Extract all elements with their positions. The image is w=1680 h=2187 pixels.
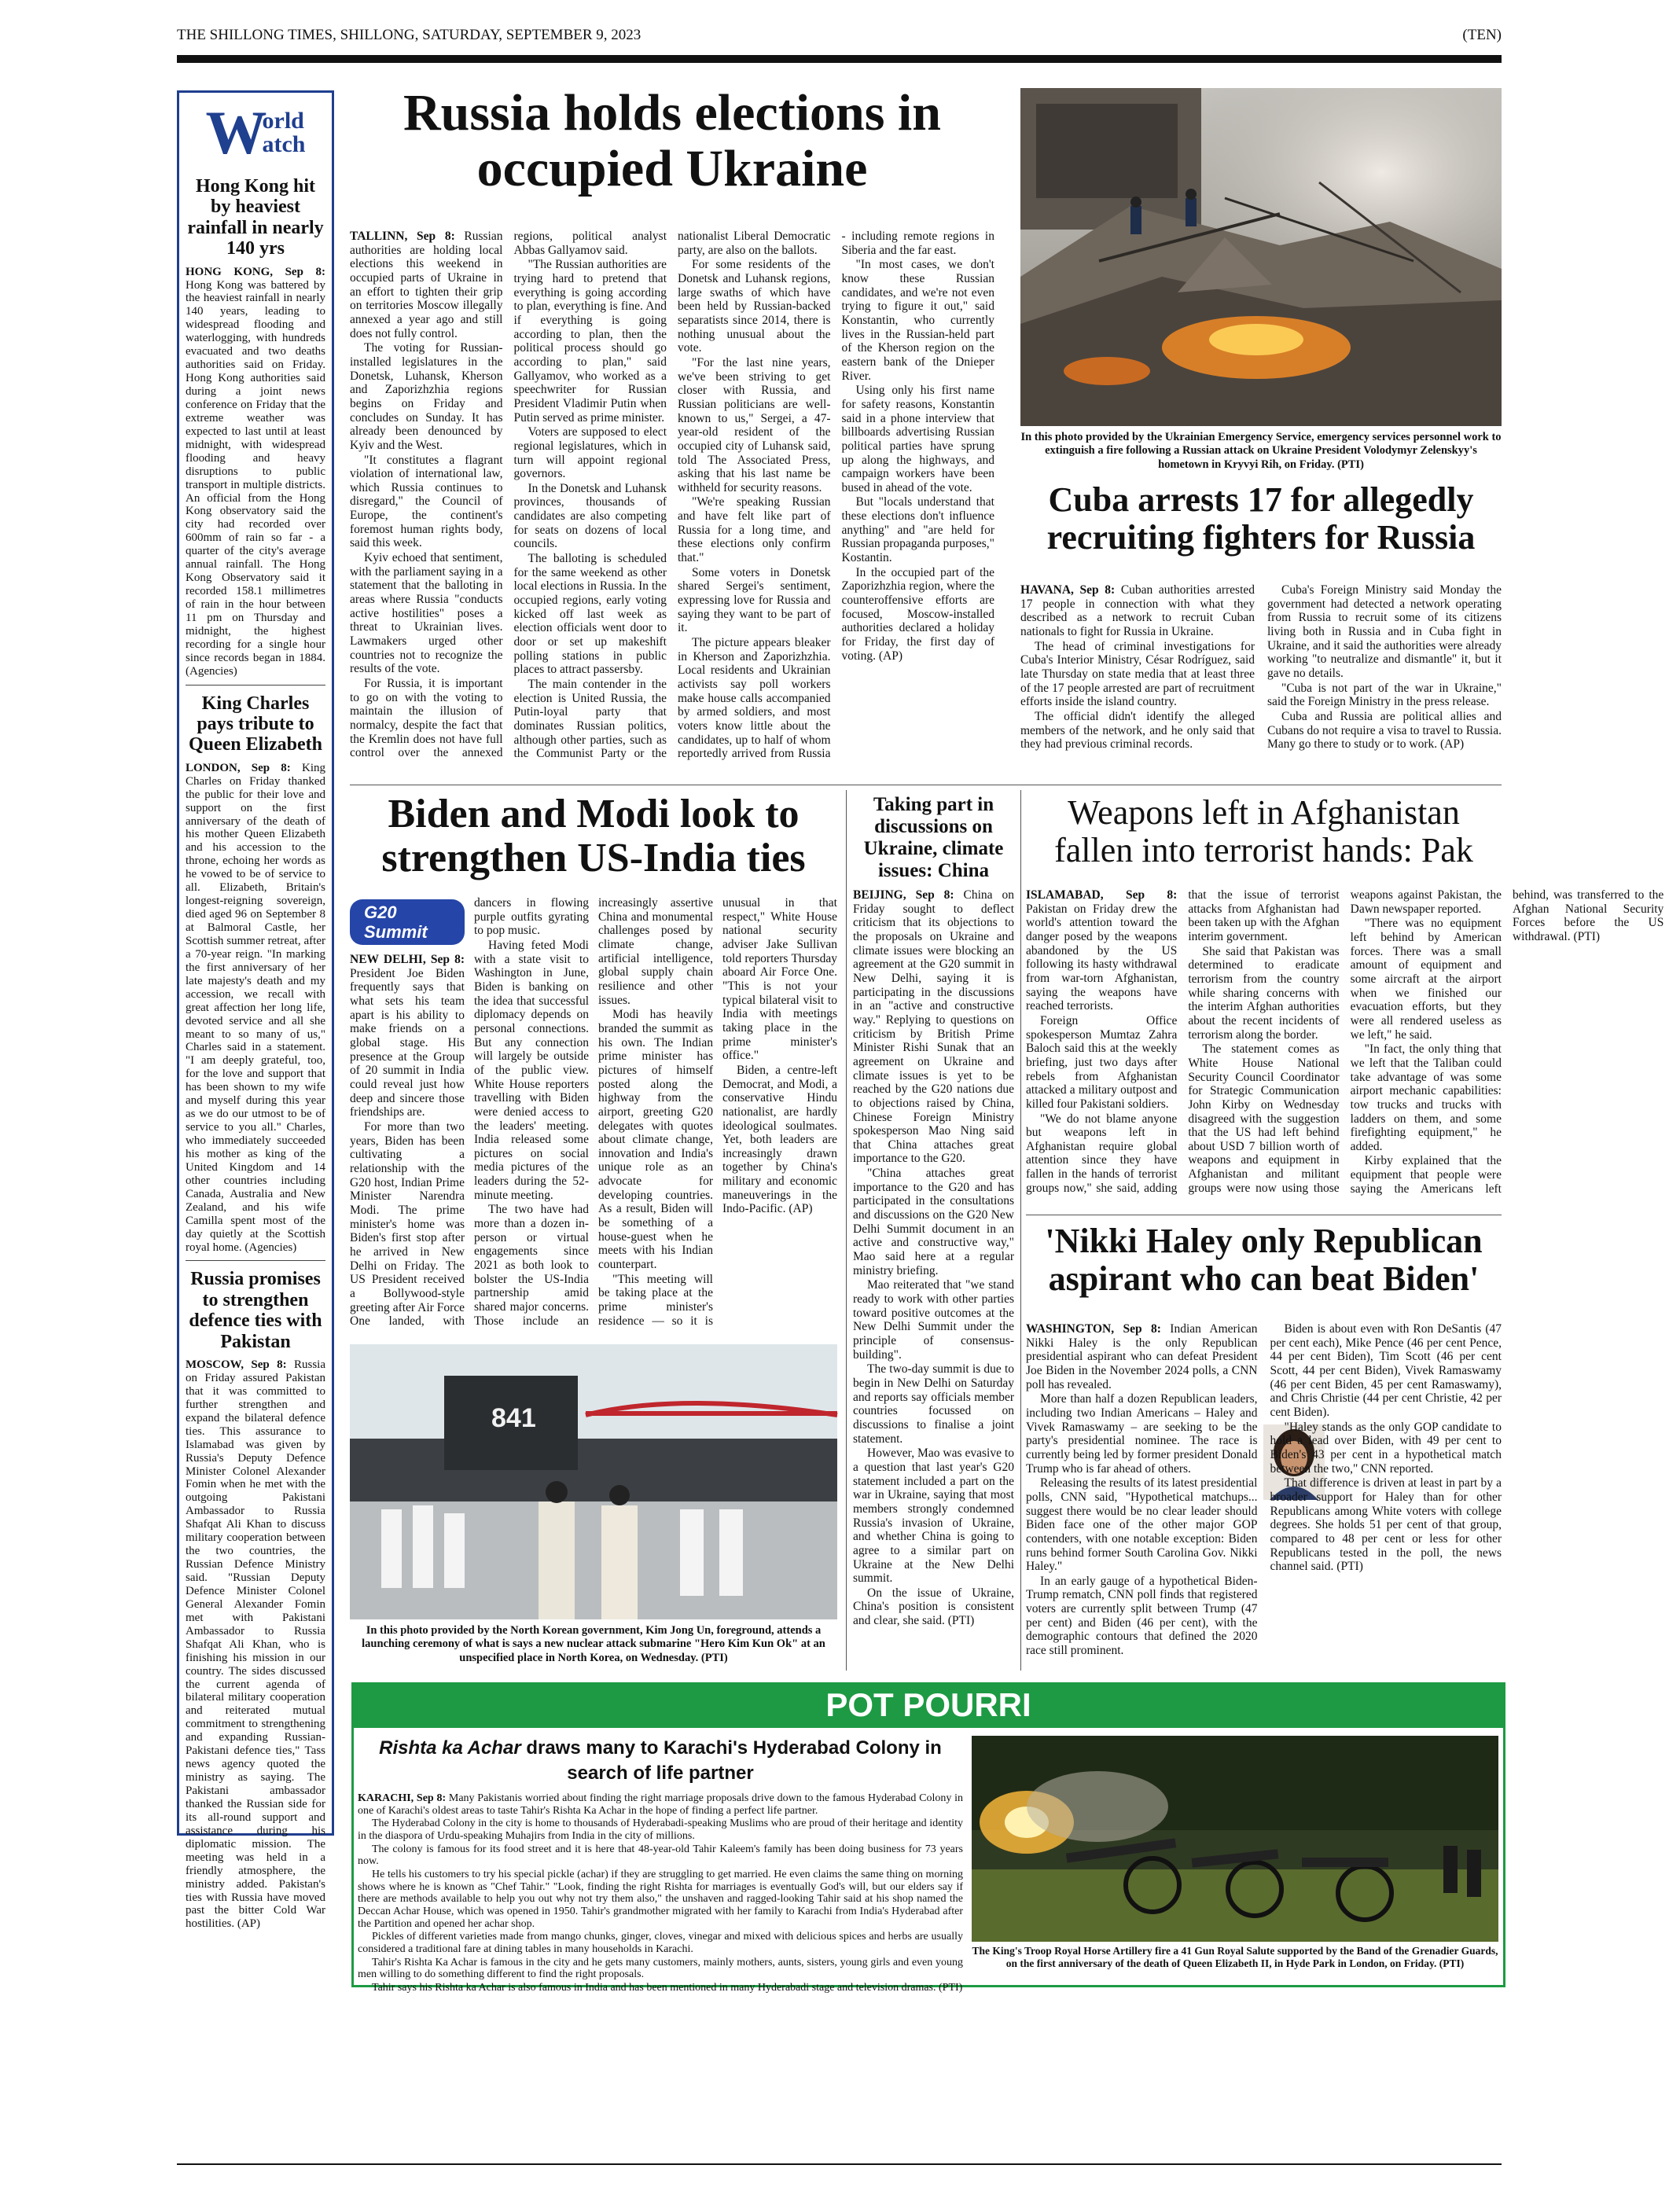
north-korea-photo xyxy=(350,1344,837,1619)
cuba-para: "Cuba is not part of the war in Ukraine," said the Foreign Ministry in the press release. xyxy=(1267,681,1502,709)
russia-para: "In most cases, we don't know these Russian candidates, and we're not even trying to figure it out," said Konstantin, who currently lives in the Russian-held part of the Kherson region on the eastern bank of the Dnieper River. xyxy=(841,258,994,383)
cuba-headline: Cuba arrests 17 for allegedly recruiting fighters for Russia xyxy=(1046,480,1476,557)
russia-para: The picture appears bleaker in Kherson and Zaporizhzhia. Local residents and Ukrainian activists say poll workers make house calls accompanied by armed soldiers, and most voters know little about the candidates, up to half of whom reportedly arrived from Russia - including remote regions in Siberia and the far east. xyxy=(678,230,994,761)
russia-para: The voting for Russian-installed legislatures in the Donetsk, Luhansk, Kherson and Zaporizhzhia regions begins on Friday and concludes on Sunday. It has already been denounced by Kyiv and the West. xyxy=(350,341,503,452)
artillery-salute-image xyxy=(972,1736,1498,1942)
haley-dateline: WASHINGTON, Sep 8: xyxy=(1026,1322,1161,1336)
g20-summit-badge: G20 Summit xyxy=(350,899,465,945)
russia-para: Voters are supposed to elect regional legislatures, which in turn will appoint regional governors. xyxy=(513,425,667,481)
russia-article xyxy=(350,230,994,778)
russia-para: Russian authorities are holding local elections this weekend in occupied parts of Ukraine in an effort to tighten their grip on territories Moscow illegally annexed a year ago and still does not fully control. xyxy=(350,230,503,340)
haley-article xyxy=(1026,1322,1502,1671)
afghanistan-para: Kirby explained that the equipment that people were saying the Americans left behind, was transferred to the Afghan National Security Forces before the US withdrawal. (PTI) xyxy=(1350,888,1664,1196)
ww-story-1-dateline: HONG KONG, Sep 8: xyxy=(186,265,325,278)
cuba-para: The head of criminal investigations for Cuba's Interior Ministry, César Rodríguez, said late Thursday on state media that at least three of the 17 people arrested are part of recruitment efforts inside the island country. xyxy=(1020,639,1255,709)
biden-modi-headline: Biden and Modi look to strengthen US-India ties xyxy=(381,792,806,881)
masthead-dateline: THE SHILLONG TIMES, SHILLONG, SATURDAY, SEPTEMBER 9, 2023 xyxy=(177,27,641,43)
ww-separator xyxy=(186,685,325,686)
russia-para: In the Donetsk and Luhansk provinces, thousands of candidates are also competing for seats on dozens of local councils. xyxy=(513,481,667,551)
afghanistan-para: The statement comes as White House National Security Council Coordinator for Strategic Communication John Kirby on Wednesday disagreed with the suggestion that the US had left behind about USD 7 billion worth of weapons and equipment in Afghanistan and militant groups were now using those weapons against Pakistan, the Dawn newspaper reported. xyxy=(1188,888,1502,1195)
haley-headline: 'Nikki Haley only Republican aspirant who can beat Biden' xyxy=(1045,1222,1483,1298)
ww-story-3-body xyxy=(186,1358,325,1931)
royal-salute-photo xyxy=(972,1736,1498,1942)
world-watch-sidebar xyxy=(177,90,334,1931)
russia-para: "It constitutes a flagrant violation of international law, which Russia continues to disregard," the Council of Europe, the continent's foremost human rights body, said this week. xyxy=(350,453,503,550)
cuba-para: Cuba's Foreign Ministry said Monday the government had detected a network operating from Russia to recruit some of its citizens living both in Russia and in Cuba fight in Ukraine, and it said the authorities were already working "to neutralize and dismantle" it, but it gave no details. xyxy=(1267,583,1502,680)
russia-para: Using only his first name for safety reasons, Konstantin said in a phone interview that billboards advertising Russian political parties have sprung up along the highways, and campaign workers have been bused in ahead of the vote. xyxy=(841,384,994,494)
afghanistan-para: She said that Pakistan was determined to eradicate terrorism from the country while sharing concerns with the interim Afghan authorities about the recent incidents of terrorism along the border. xyxy=(1188,944,1340,1042)
china-para: On the issue of Ukraine, China's position is consistent and clear, she said. (PTI) xyxy=(853,1586,1014,1628)
pot-pourri-para: The Hyderabad Colony in the city is home to thousands of Hyderabadi-speaking Muslims who are proud of their heritage and identity in the diaspora of Urdu-speaking Muhajirs from India in the city of millions. xyxy=(358,1818,963,1843)
russia-para: But "locals understand that these elections don't influence anything" and "are held for Russian propaganda purposes," Kostantin. xyxy=(841,495,994,565)
cuba-para: Cuba and Russia are political allies and Cubans do not require a visa to travel to Russia. Many go there to study or to work. (AP) xyxy=(1267,709,1502,752)
haley-para: Biden is about even with Ron DeSantis (47 per cent each), Mike Pence (46 per cent Pence, 44 per cent Biden), Tim Scott (46 per cent Scott, 44 per cent Biden), Vivek Ramaswamy (46 per cent Biden, 45 per cent Ramaswamy), and Chris Christie (44 per cent Christie, 42 per cent Biden). xyxy=(1270,1322,1502,1419)
kryvyi-rih-caption: In this photo provided by the Ukrainian Emergency Service, emergency services personnel work to extinguish a fire following a Russian attack on Ukraine President Volodymyr Zelenskyy's hometown in Kryvyi Rih, on Friday. (PTI) xyxy=(1020,431,1502,471)
masthead xyxy=(177,24,1502,47)
submarine-ceremony-image xyxy=(350,1344,837,1619)
royal-salute-caption: The King's Troop Royal Horse Artillery fire a 41 Gun Royal Salute supported by the Band of the Grenadier Guards, on the first anniversary of the death of Queen Elizabeth II, in Hyde Park in London, on Friday. (PTI) xyxy=(972,1945,1498,1970)
china-para: However, Mao was evasive to a question that last year's G20 statement included a part on the war in Ukraine, saying that most members strongly condemned Russia's invasion of Ukraine, and whether China is going to agree to a similar part on Ukraine at the New Delhi summit. xyxy=(853,1446,1014,1586)
biden-modi-article xyxy=(350,896,837,1335)
china-para: The two-day summit is due to begin in New Delhi on Saturday and reports say officials member countries focussed on discussions to finalise a joint statement. xyxy=(853,1362,1014,1446)
cuba-para: The official didn't identify the alleged members of the network, and he only said that they had previous criminal records. xyxy=(1020,709,1255,752)
cuba-para: Cuban authorities arrested 17 people in connection with what they described as a network to recruit Cuban nationals to fight for Russia in Ukraine. xyxy=(1020,583,1255,638)
afghanistan-headline: Weapons left in Afghanistan fallen into terrorist hands: Pak xyxy=(1054,793,1473,869)
ww-story-1-body xyxy=(186,266,325,678)
column-rule xyxy=(846,790,847,1671)
pot-pourri-para: Many Pakistanis worried about finding the right marriage proposals drive down to the famous Hyderabad Colony in one of Karachi's oldest areas to taste Tahir's Rishta Ka Achar in the hope of finding a perfect life partner. xyxy=(358,1792,964,1817)
china-dateline: BEIJING, Sep 8: xyxy=(853,888,954,902)
china-article xyxy=(853,888,1014,1671)
page-number: (TEN) xyxy=(1462,27,1502,43)
ww-story-2-body xyxy=(186,762,325,1255)
north-korea-caption: In this photo provided by the North Korean government, Kim Jong Un, foreground, attends a launching ceremony of what is says a new nuclear attack submarine "Hero Kim Kun Ok" at an unspecified place in North Korea, on Wednesday. (PTI) xyxy=(362,1624,825,1664)
russia-para: For some residents of the Donetsk and Luhansk regions, large swaths of which have been held by Russian-backed separatists since 2014, there is nothing unusual about the vote. xyxy=(678,258,831,355)
biden-modi-dateline: NEW DELHI, Sep 8: xyxy=(350,953,465,967)
afghanistan-para: "In fact, the only thing that we left that the Taliban could take advantage of was some airport mechanic capabilities: tow trucks and trucks with ladders on them, and some firefighting equipment," he added. xyxy=(1350,1042,1502,1153)
cuba-article xyxy=(1020,583,1502,778)
russia-para: Kyiv echoed that sentiment, with the parliament saying in a statement that the balloting in areas where Russia "conducts active hostilities" poses a threat to Ukrainian lives. Lawmakers urged other countries not to recognize the results of the vote. xyxy=(350,551,503,676)
russia-para: The balloting is scheduled for the same weekend as other local elections in Russia. In the occupied regions, early voting kicked off last week as election officials went door to door or set up makeshift polling stations in public places to attract passersby. xyxy=(513,552,667,677)
haley-para: More than half a dozen Republican leaders, including two Indian Americans – Haley and Vivek Ramaswamy – are seeking to be the party's presidential nominee. The race is currently being led by former president Donald Trump who is far ahead of others. xyxy=(1026,1392,1258,1476)
submarine-hull-number: 841 xyxy=(491,1403,536,1433)
pot-pourri-headline-rest: draws many to Karachi's Hyderabad Colony in search of life partner xyxy=(520,1737,942,1785)
biden-modi-para: President Joe Biden frequently says that what sets his team apart is his ability to make friends on a global stage. His presence at the Group of 20 summit in India could reveal just how deep and sincere those friendships are. xyxy=(350,966,465,1119)
biden-modi-para: For more than two years, Biden has been cultivating a relationship with the G20 host, Indian Prime Minister Narendra Modi. The prime minister's home was Biden's first stop after he arrived in New Delhi on Friday. The US President received a Bollywood-style greeting after Air Force One landed, with dancers in flowing purple outfits gyrating to pop music. xyxy=(350,896,589,1329)
rubble-fire-image xyxy=(1020,88,1502,426)
russia-para: For Russia, it is important to go on with the voting to maintain the illusion of normalcy, despite the fact that the Kremlin does not have full control over the annexed regions, political analyst Abbas Gallyamov said. xyxy=(350,230,667,760)
logo-orld: orld xyxy=(262,108,304,134)
haley-para: "Haley stands as the only GOP candidate to hold a lead over Biden, with 49 per cent to Biden's 43 per cent in a hypothetical match between the two," CNN reported. xyxy=(1270,1420,1502,1476)
russia-headline: Russia holds elections in occupied Ukraine xyxy=(403,84,941,198)
russia-para: "We're speaking Russian and have felt like part of Russia for a long time, and these elections only confirm that." xyxy=(678,495,831,565)
russia-para: Some voters in Donetsk shared Sergei's sentiment, expressing love for Russia and saying they want to be part of it. xyxy=(678,565,831,635)
ww-story-3-headline: Russia promises to strengthen defence ties with Pakistan xyxy=(189,1269,322,1352)
masthead-rule xyxy=(177,55,1502,63)
pot-pourri-para: The colony is famous for its food street and it is here that 48-year-old Tahir Kaleem's family has been doing business for 73 years now. xyxy=(358,1843,963,1868)
pot-pourri-para: He tells his customers to try his special pickle (achar) if they are struggling to get married. He even claims the same thing on morning shows where he is known as "Chef Tahir." "Look, finding the right Rishta for marriages is eventually God's will, but our elders say if there are methods available to help you out why not try them also," the unshaven and ragged-looking Tahir said at his shop named the Deccan Achar House, which was opened in 1950. Tahir's grandmother migrated with her family to Karachi from India's Hyderabad after the Partition and opened her achar shop. xyxy=(358,1869,963,1930)
afghanistan-para: Pakistan on Friday drew the world's attention toward the danger posed by the weapons abandoned by the US following its hasty withdrawal from war-torn Afghanistan, saying the weapons have reached terrorists. xyxy=(1026,902,1178,1013)
biden-modi-para: Having feted Modi with a state visit to Washington in June, Biden is banking on the idea that successful diplomacy depends on personal connections. But any connection will largely be outside of the public view. White House reporters travelling with Biden were denied access to the leaders' meeting. India released some pictures on social media pictures of the leaders during the 52-minute meeting. xyxy=(474,938,589,1202)
haley-para: Indian American Nikki Haley is the only Republican presidential aspirant who can defeat President Joe Biden in the November 2024 polls, a CNN poll has revealed. xyxy=(1026,1322,1258,1391)
russia-dateline: TALLINN, Sep 8: xyxy=(350,230,455,243)
cuba-dateline: HAVANA, Sep 8: xyxy=(1020,583,1116,597)
pot-pourri-para: Tahir says his Rishta ka Achar is also famous in India and has been mentioned in many Hyderabadi stage and television dramas. (PTI) xyxy=(372,1982,963,1994)
pot-pourri-banner: POT POURRI xyxy=(351,1682,1505,1728)
afghanistan-article xyxy=(1026,888,1664,1207)
world-watch-logo xyxy=(186,97,325,168)
ww-separator xyxy=(186,1260,325,1261)
afghanistan-para: "We do not blame anyone but weapons left in Afghanistan require global attention since they have fallen in the hands of terrorist groups now," she said, adding that the issue of terrorist attacks from Afghanistan had been taken up with the Afghan interim government. xyxy=(1026,888,1340,1195)
haley-para: Releasing the results of its latest presidential polls, CNN said, "Hypothetical matchups... suggest there would be no clear leader should Biden face one of the other major GOP contenders, with one notable exception: Biden runs behind former South Carolina Gov. Nikki Haley." xyxy=(1026,1476,1258,1574)
ww-story-2-para: King Charles on Friday thanked the public for their love and support on the first anniversary of the death of his mother Queen Elizabeth and his accession to the throne, echoing her words as he vowed to be of service to all. Elizabeth, Britain's longest-reigning sovereign, died aged 96 on September 8 at Balmoral Castle, her Scottish summer retreat, after a 70-year reign. "In marking the first anniversary of her late majesty's death and my accession, we recall with great affection her long life, devoted service and all she meant to so many of us," Charles said in a statement. "I am deeply grateful, too, for the love and support that has been shown to my wife and myself during this year as we do our utmost to be of service to you all." Charles, who immediately succeeded his mother as king of the United Kingdom and 14 other countries including Canada, Australia and New Zealand, and his wife Camilla spent most of the day quietly at the Scottish royal home. (Agencies) xyxy=(186,761,325,1254)
ww-story-2-dateline: LONDON, Sep 8: xyxy=(186,761,291,774)
russia-para: The main contender in the election is United Russia, the Putin-loyal party that dominates Russian politics, although other parties, such as the Communist Party or the nationalist Liberal Democratic party, are also on the ballots. xyxy=(513,230,831,761)
russia-para: In the occupied part of the Zaporizhzhia region, where the counteroffensive efforts are focused, Moscow-installed authorities declared a holiday for Friday, the first day of voting. (AP) xyxy=(841,565,994,663)
bottom-rule xyxy=(177,2163,1502,2165)
logo-letter-w: W xyxy=(205,98,267,167)
china-para: Mao reiterated that "we stand ready to work with other parties toward positive outcomes at the New Delhi Summit under the principle of consensus-building". xyxy=(853,1278,1014,1362)
biden-modi-para: Modi has heavily branded the summit as his own. The Indian prime minister has pictures of himself posted along the highway from the airport, greeting G20 delegates with quotes about climate change, innovation and India's unique role as an advocate for developing countries. As a result, Biden will be something of a house-guest when he meets with his Indian counterpart. xyxy=(598,1008,713,1272)
ww-story-1-headline: Hong Kong hit by heaviest rainfall in nearly 140 yrs xyxy=(187,176,324,259)
russia-para: "For the last nine years, we've been striving to get closer with Russia, and Russian politicians are well-known to us," Sergei, a 47-year-old resident of the occupied city of Luhansk said, told The Associated Press, asking that his last name be withheld for security reasons. xyxy=(678,355,831,494)
china-headline: Taking part in discussions on Ukraine, climate issues: China xyxy=(863,794,1004,881)
pot-pourri-para: Tahir's Rishta Ka Achar is famous in the city and he gets many customers, mainly mothers, aunts, sisters, young girls and even young men willing to do something different to find the right proposals. xyxy=(358,1956,963,1981)
afghanistan-para: "There was no equipment left behind by American forces. There was a small amount of equipment and some aircraft at the airport when we finished our evacuation efforts, but they were all rendered useless as we left," he said. xyxy=(1350,917,1502,1042)
column-rule xyxy=(1020,790,1021,1671)
ww-story-3-para: Russia on Friday assured Pakistan that it was committed to further strengthen and expand the bilateral defence ties. This assurance to Islamabad was given by Russia's Deputy Defence Minister Colonel Alexander Fomin when he met with the outgoing Pakistani Ambassador to Russia Shafqat Ali Khan to discuss military cooperation between the two countries, the Russian Defence Ministry said. "Russian Deputy Defence Minister Colonel General Alexander Fomin met with Pakistani Ambassador to Russia Shafqat Ali Khan, who is finishing his mission in our country. The sides discussed the current agenda of bilateral military cooperation and reiterated mutual commitment to strengthening and expanding Russian-Pakistani defence ties," Tass news agency quoted the ministry as saying. The Pakistani ambassador thanked the Russian side for its all-round support and assistance during his diplomatic mission. The meeting was held in a friendly atmosphere, the ministry added. Pakistan's ties with Russia have moved past the bitter Cold War hostilities. (AP) xyxy=(186,1358,325,1931)
afghanistan-para: Foreign Office spokesperson Mumtaz Zahra Baloch said this at the weekly briefing, just two days after rebels from Afghanistan attacked a military outpost and killed four Pakistani soldiers. xyxy=(1026,1013,1178,1111)
haley-para: That difference is driven at least in part by a broader support for Haley than for other Republicans among White voters with college degrees. She holds 51 per cent of that group, compared to 48 per cent or less for other Republicans tested in the poll, the news channel said. (PTI) xyxy=(1270,1476,1502,1574)
ww-story-3-dateline: MOSCOW, Sep 8: xyxy=(186,1358,287,1372)
pot-pourri-headline xyxy=(358,1736,963,1787)
russia-para: "The Russian authorities are trying hard to pretend that everything is going according to plan, everything is fine. And if everything is going according to plan, then the political process should go according to plan," said Gallyamov, who worked as a speechwriter for Russian President Vladimir Putin when Putin served as prime minister. xyxy=(513,258,667,425)
china-para: "China attaches great importance to the G20 and has participated in the consultations and discussions on the G20 New Delhi Summit document in an active and constructive way," Mao said here at a regular ministry briefing. xyxy=(853,1167,1014,1277)
biden-modi-para: The two have had more than a dozen in-person or virtual engagements since 2021 as both look to bolster the US-India partnership amid shared major concerns. Those include an increasingly assertive China and monumental challenges posed by climate change, artificial intelligence, global supply chain resilience and other issues. xyxy=(474,896,713,1328)
pot-pourri-para: Pickles of different varieties made from mango chunks, ginger, cloves, vinegar and mixed with delicious spices and herbs are usually considered a traditional fare at dining tables in many households in Karachi. xyxy=(358,1931,963,1956)
china-para: China on Friday sought to deflect criticism that its objections to the proposals on Ukraine and climate issues were blocking an agreement at the G20 summit in New Delhi, saying it is participating in the discussions in an "active and constructive way." Replying to questions on criticism by British Prime Minister Rishi Sunak that an agreement on Ukraine and climate issues is yet to be reached by the G20 nations due to objections raised by China, Chinese Foreign Ministry spokesperson Mao Ning said that China attaches great importance to the G20. xyxy=(853,888,1014,1166)
pot-pourri-article xyxy=(358,1792,964,1994)
biden-modi-para: Biden, a centre-left Democrat, and Modi, a conservative Hindu nationalist, are hardly ideological soulmates. Yet, both leaders are increasingly drawn together by China's military and economic maneuverings in the Indo-Pacific. (AP) xyxy=(722,1063,837,1216)
pot-pourri-dateline: KARACHI, Sep 8: xyxy=(358,1792,447,1804)
kryvyi-rih-photo xyxy=(1020,88,1502,426)
biden-modi-para: "This meeting will be taking place at the prime minister's residence — so it is unusual in that respect," White House national security adviser Jake Sullivan told reporters Thursday aboard Air Force One. "This is not your typical bilateral visit to India with meetings taking place in the prime minister's office." xyxy=(598,896,837,1328)
pot-pourri-headline-italic: Rishta ka Achar xyxy=(379,1737,521,1759)
ww-story-1-para: Hong Kong was battered by the heaviest rainfall in nearly 140 years, leading to widespread flooding and waterlogging, with hundreds evacuated and two deaths authorities said on Friday. Hong Kong authorities said during a joint news conference on Friday that the extreme weather was expected to last until at least midnight, with widespread flooding and heavy disruptions to public transport in multiple districts. An official from the Hong Kong observatory said the city had recorded over 600mm of rain so far - a quarter of the city's average annual rainfall. The Hong Kong Observatory said it recorded 158.1 millimetres of rain in the hour between 11 pm on Thursday and midnight, the highest recording for a single hour since records began in 1884. (Agencies) xyxy=(186,278,325,678)
haley-para: In an early gauge of a hypothetical Biden-Trump rematch, CNN poll finds that registered voters are currently split between Trump (47 per cent) and Biden (46 per cent), with the demographic contours that defined the 2020 race still prominent. xyxy=(1026,1574,1258,1658)
logo-atch: atch xyxy=(262,131,306,157)
afghanistan-dateline: ISLAMABAD, Sep 8: xyxy=(1026,888,1178,902)
ww-story-2-headline: King Charles pays tribute to Queen Elizabeth xyxy=(188,693,322,755)
